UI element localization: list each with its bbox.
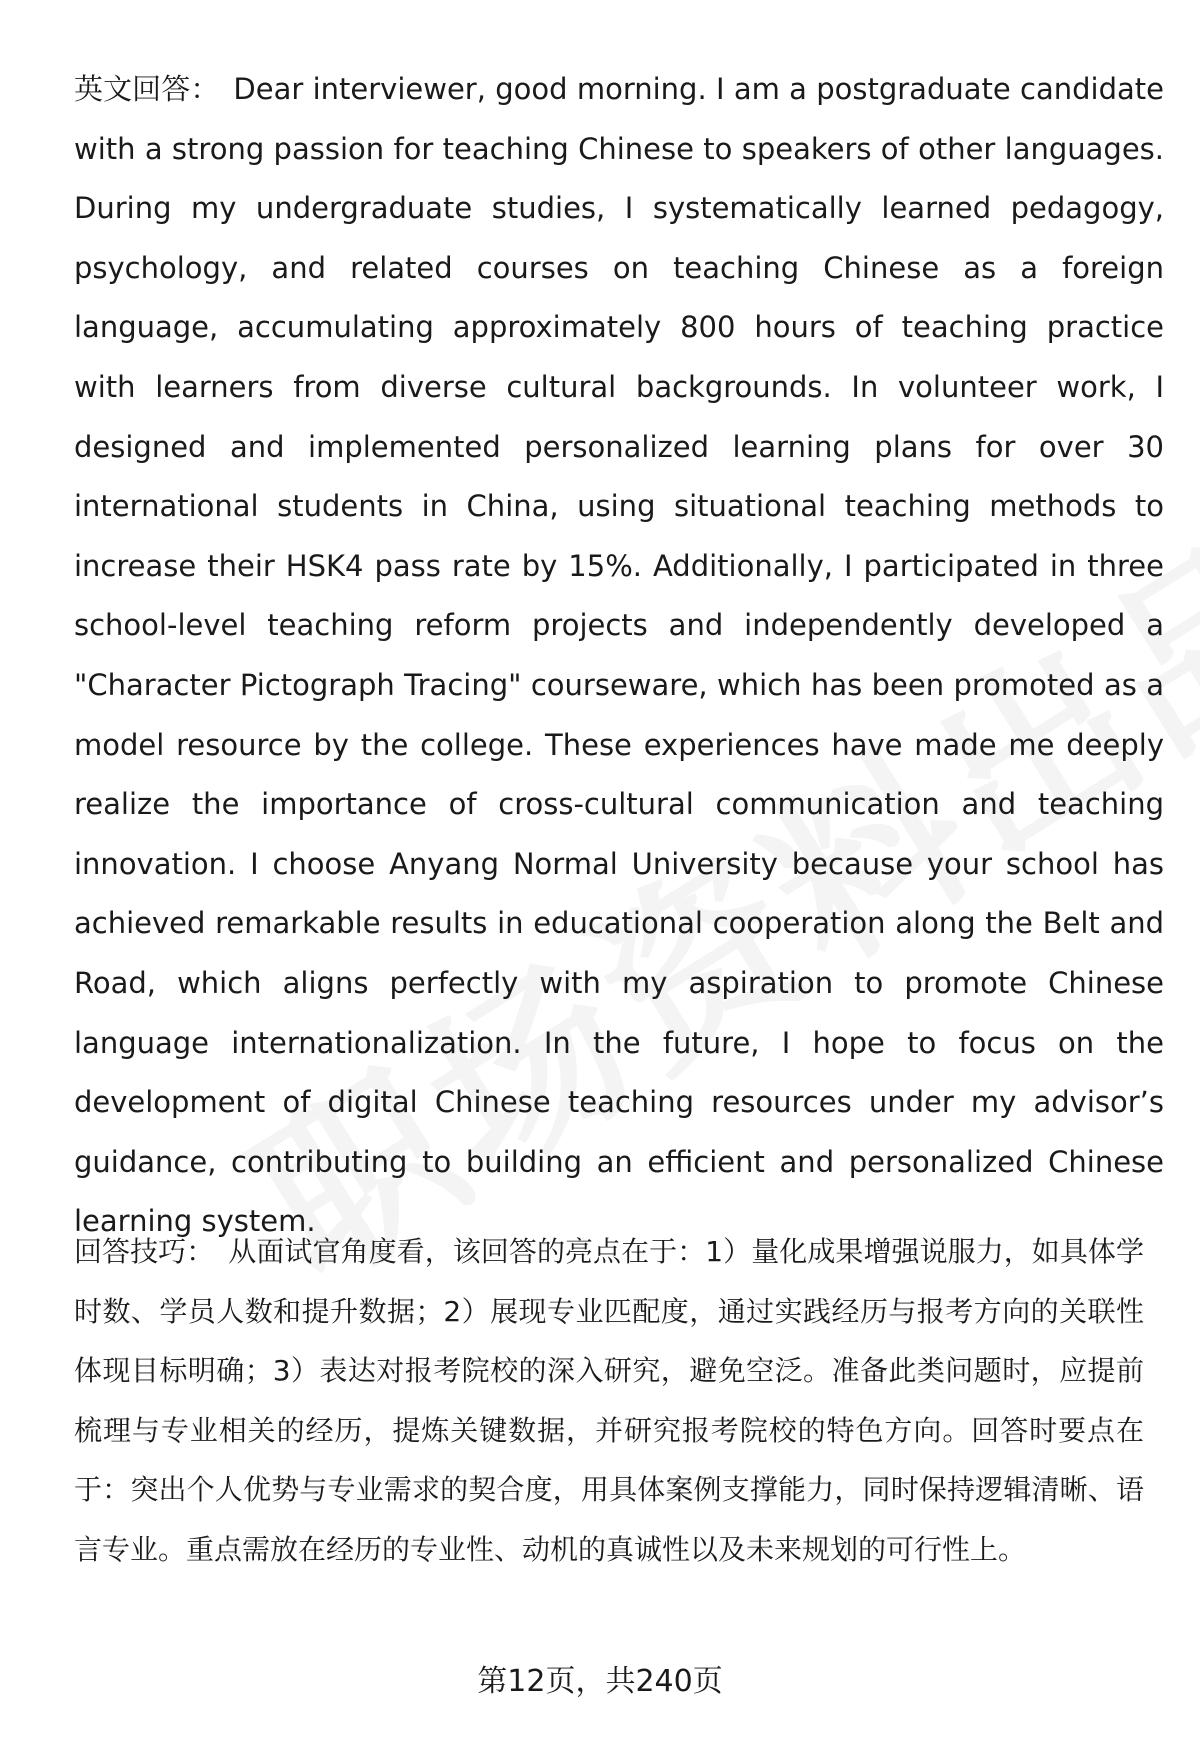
english-answer-label: 英文回答： (74, 72, 220, 106)
english-answer-text: Dear interviewer, good morning. I am a postgraduate candidate with a strong passion for teaching Chinese to speakers of other languages. During my undergraduate studies, I systematically learned pedagogy, psychology, and related courses on teaching Chinese as a foreign language, accumulating approximately 800 hours of teaching practice with learners from diverse cultural backgrounds. In volunteer work, I designed and implemented personalized learning plans for over 30 international students in China, using situational teaching methods to increase their HSK4 pass rate by 15%. Additionally, I participated in three school-level teaching reform projects and independently developed a "Character Pictograph Tracing" courseware, which has been promoted as a model resource by the college. These experiences have made me deeply realize the importance of cross-cultural communication and teaching innovation. I choose Anyang Normal University because your school has achieved remarkable results in educational cooperation along the Belt and Road, which aligns perfectly with my aspiration to promote Chinese language internationalization. In the future, I hope to focus on the development of digital Chinese teaching resources under my advisor’s guidance, contributing to building an efficient and personalized Chinese learning system. (74, 72, 1164, 1239)
answer-tips-paragraph (74, 1222, 1144, 1579)
english-answer-paragraph (74, 60, 1164, 1252)
answer-tips-text: 从面试官角度看，该回答的亮点在于：1）量化成果增强说服力，如具体学时数、学员人数和提升数据；2）展现专业匹配度，通过实践经历与报考方向的关联性体现目标明确；3）表达对报考院校的深入研究，避免空泛。准备此类问题时，应提前梳理与专业相关的经历，提炼关键数据，并研究报考院校的特色方向。回答时要点在于：突出个人优势与专业需求的契合度，用具体案例支撑能力，同时保持逻辑清晰、语言专业。重点需放在经历的专业性、动机的真诚性以及未来规划的可行性上。 (74, 1235, 1144, 1566)
page-number: 第12页，共240页 (477, 1664, 723, 1699)
answer-tips-label: 回答技巧： (74, 1235, 215, 1268)
